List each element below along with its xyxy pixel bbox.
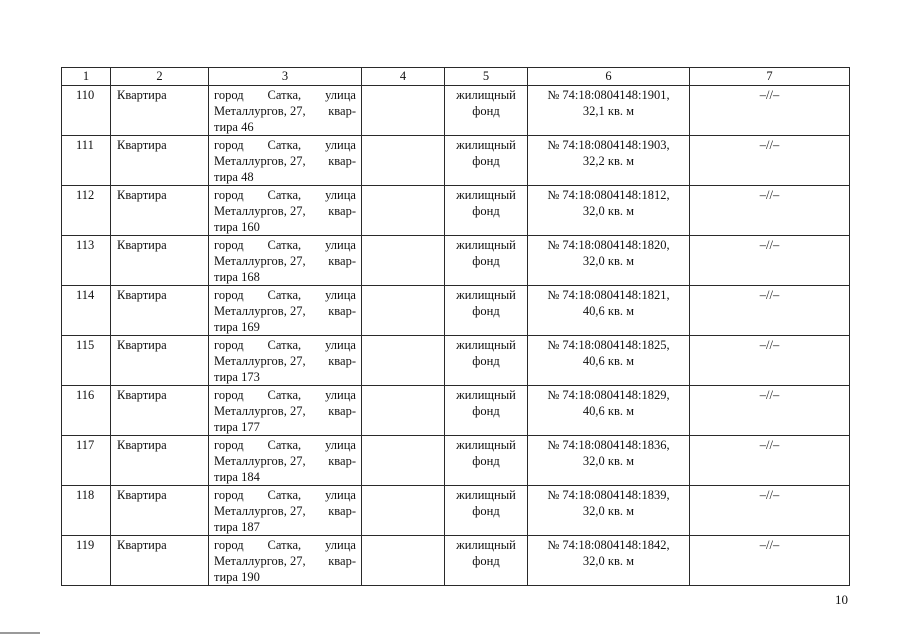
row-number-text: 115	[76, 338, 95, 352]
scan-edge-mark	[0, 632, 40, 634]
address-cell	[209, 336, 362, 386]
address-line-2	[214, 253, 356, 269]
fund-type-line-1: жилищный	[456, 88, 516, 102]
address-city-word: город	[214, 88, 244, 102]
address-line-1	[214, 287, 356, 303]
cadastral-cell	[528, 86, 690, 136]
address-street-name: Металлургов, 27,	[214, 304, 306, 318]
area-value: 32,2 кв. м	[582, 154, 635, 168]
address-cell	[209, 136, 362, 186]
table-row	[62, 286, 850, 336]
object-name-cell	[111, 486, 209, 536]
fund-type-cell	[445, 386, 528, 436]
address-city-name: Сатка,	[267, 388, 302, 402]
row-number	[62, 186, 111, 236]
address-street-word: улица	[325, 538, 356, 552]
area-value: 40,6 кв. м	[582, 404, 635, 418]
column-header-6: 6	[528, 68, 690, 86]
note-cell	[690, 86, 850, 136]
address-line-2	[214, 453, 356, 469]
address-city-word: город	[214, 388, 244, 402]
note-cell	[690, 386, 850, 436]
row-number	[62, 386, 111, 436]
address-apartment: тира 48	[214, 170, 254, 184]
address-street-name: Металлургов, 27,	[214, 504, 306, 518]
cadastral-number: № 74:18:0804148:1839,	[547, 488, 670, 502]
ditto-mark: –//–	[759, 138, 780, 152]
object-name-cell	[111, 386, 209, 436]
note-cell	[690, 136, 850, 186]
address-street-name: Металлургов, 27,	[214, 104, 306, 118]
fund-type-cell	[445, 286, 528, 336]
ditto-mark: –//–	[759, 88, 780, 102]
row-number	[62, 336, 111, 386]
column-4-cell	[362, 286, 445, 336]
ditto-mark: –//–	[759, 338, 780, 352]
address-cell	[209, 436, 362, 486]
fund-type-line-1: жилищный	[456, 138, 516, 152]
address-line-2	[214, 103, 356, 119]
address-apartment-word-start: квар-	[328, 154, 356, 168]
address-line-2	[214, 353, 356, 369]
row-number	[62, 436, 111, 486]
address-cell	[209, 186, 362, 236]
address-city-word: город	[214, 188, 244, 202]
object-name: Квартира	[117, 288, 167, 302]
address-apartment-word-start: квар-	[328, 304, 356, 318]
cadastral-number: № 74:18:0804148:1820,	[547, 238, 670, 252]
address-cell	[209, 536, 362, 586]
row-number-text: 112	[76, 188, 95, 202]
address-line-2	[214, 553, 356, 569]
column-header-2: 2	[111, 68, 209, 86]
address-line-2	[214, 153, 356, 169]
address-apartment-word-start: квар-	[328, 354, 356, 368]
fund-type-cell	[445, 486, 528, 536]
fund-type-cell	[445, 186, 528, 236]
cadastral-cell	[528, 436, 690, 486]
address-city-name: Сатка,	[267, 438, 302, 452]
fund-type-cell	[445, 86, 528, 136]
object-name: Квартира	[117, 488, 167, 502]
column-header-5: 5	[445, 68, 528, 86]
cadastral-number: № 74:18:0804148:1842,	[547, 538, 670, 552]
address-apartment: тира 187	[214, 520, 260, 534]
note-cell	[690, 436, 850, 486]
row-number-text: 118	[76, 488, 95, 502]
address-apartment-word-start: квар-	[328, 504, 356, 518]
fund-type-line-1: жилищный	[456, 488, 516, 502]
table-row	[62, 136, 850, 186]
address-street-name: Металлургов, 27,	[214, 554, 306, 568]
fund-type-line-2: фонд	[472, 104, 500, 118]
page-number: 10	[835, 592, 848, 607]
cadastral-number: № 74:18:0804148:1825,	[547, 338, 670, 352]
table-row	[62, 336, 850, 386]
address-apartment: тира 46	[214, 120, 254, 134]
table-row	[62, 386, 850, 436]
table-row	[62, 436, 850, 486]
address-line-2	[214, 203, 356, 219]
address-apartment: тира 184	[214, 470, 260, 484]
object-name: Квартира	[117, 438, 167, 452]
address-city-word: город	[214, 338, 244, 352]
cadastral-cell	[528, 536, 690, 586]
address-street-word: улица	[325, 338, 356, 352]
column-4-cell	[362, 386, 445, 436]
address-apartment: тира 160	[214, 220, 260, 234]
column-4-cell	[362, 486, 445, 536]
fund-type-cell	[445, 236, 528, 286]
cadastral-cell	[528, 336, 690, 386]
address-street-word: улица	[325, 288, 356, 302]
address-apartment-word-start: квар-	[328, 204, 356, 218]
property-registry-table	[61, 67, 850, 586]
address-street-name: Металлургов, 27,	[214, 354, 306, 368]
address-street-word: улица	[325, 88, 356, 102]
address-city-name: Сатка,	[267, 138, 302, 152]
address-street-name: Металлургов, 27,	[214, 204, 306, 218]
row-number-text: 114	[76, 288, 95, 302]
address-line-1	[214, 537, 356, 553]
cadastral-number: № 74:18:0804148:1812,	[547, 188, 670, 202]
address-line-2	[214, 403, 356, 419]
object-name: Квартира	[117, 388, 167, 402]
row-number-text: 110	[76, 88, 95, 102]
ditto-mark: –//–	[759, 438, 780, 452]
object-name: Квартира	[117, 338, 167, 352]
address-apartment: тира 190	[214, 570, 260, 584]
row-number	[62, 236, 111, 286]
cadastral-cell	[528, 136, 690, 186]
area-value: 32,0 кв. м	[582, 204, 635, 218]
ditto-mark: –//–	[759, 288, 780, 302]
ditto-mark: –//–	[759, 238, 780, 252]
address-city-name: Сатка,	[267, 538, 302, 552]
address-apartment-word-start: квар-	[328, 254, 356, 268]
fund-type-cell	[445, 536, 528, 586]
address-city-name: Сатка,	[267, 238, 302, 252]
row-number-text: 119	[76, 538, 95, 552]
fund-type-line-1: жилищный	[456, 438, 516, 452]
row-number	[62, 86, 111, 136]
fund-type-line-2: фонд	[472, 254, 500, 268]
address-city-word: город	[214, 288, 244, 302]
address-cell	[209, 286, 362, 336]
table-row	[62, 236, 850, 286]
area-value: 32,0 кв. м	[582, 554, 635, 568]
object-name: Квартира	[117, 538, 167, 552]
note-cell	[690, 186, 850, 236]
column-4-cell	[362, 436, 445, 486]
fund-type-line-1: жилищный	[456, 188, 516, 202]
fund-type-line-2: фонд	[472, 304, 500, 318]
object-name: Квартира	[117, 138, 167, 152]
object-name-cell	[111, 436, 209, 486]
cadastral-number: № 74:18:0804148:1821,	[547, 288, 670, 302]
address-apartment: тира 168	[214, 270, 260, 284]
address-line-1	[214, 437, 356, 453]
fund-type-cell	[445, 436, 528, 486]
address-apartment: тира 177	[214, 420, 260, 434]
cadastral-cell	[528, 186, 690, 236]
address-apartment: тира 173	[214, 370, 260, 384]
address-street-name: Металлургов, 27,	[214, 154, 306, 168]
object-name-cell	[111, 236, 209, 286]
fund-type-line-1: жилищный	[456, 338, 516, 352]
area-value: 32,1 кв. м	[582, 104, 635, 118]
address-city-name: Сатка,	[267, 488, 302, 502]
cadastral-cell	[528, 486, 690, 536]
row-number	[62, 536, 111, 586]
fund-type-line-2: фонд	[472, 454, 500, 468]
cadastral-cell	[528, 386, 690, 436]
table-row	[62, 536, 850, 586]
address-line-1	[214, 187, 356, 203]
column-header-7: 7	[690, 68, 850, 86]
address-line-1	[214, 237, 356, 253]
column-header-1: 1	[62, 68, 111, 86]
address-apartment-word-start: квар-	[328, 554, 356, 568]
column-header-4: 4	[362, 68, 445, 86]
ditto-mark: –//–	[759, 188, 780, 202]
address-cell	[209, 386, 362, 436]
fund-type-line-2: фонд	[472, 404, 500, 418]
table-body	[62, 86, 850, 586]
object-name-cell	[111, 536, 209, 586]
address-line-2	[214, 303, 356, 319]
column-4-cell	[362, 136, 445, 186]
cadastral-number: № 74:18:0804148:1903,	[547, 138, 670, 152]
cadastral-number: № 74:18:0804148:1836,	[547, 438, 670, 452]
note-cell	[690, 336, 850, 386]
address-street-word: улица	[325, 488, 356, 502]
address-line-1	[214, 87, 356, 103]
address-apartment: тира 169	[214, 320, 260, 334]
fund-type-cell	[445, 136, 528, 186]
fund-type-line-2: фонд	[472, 554, 500, 568]
object-name-cell	[111, 136, 209, 186]
table-row	[62, 186, 850, 236]
row-number-text: 117	[76, 438, 95, 452]
address-city-name: Сатка,	[267, 338, 302, 352]
fund-type-line-1: жилищный	[456, 288, 516, 302]
object-name: Квартира	[117, 188, 167, 202]
object-name-cell	[111, 86, 209, 136]
note-cell	[690, 286, 850, 336]
address-line-1	[214, 487, 356, 503]
address-street-name: Металлургов, 27,	[214, 254, 306, 268]
object-name-cell	[111, 186, 209, 236]
address-cell	[209, 86, 362, 136]
address-city-word: город	[214, 488, 244, 502]
area-value: 40,6 кв. м	[582, 354, 635, 368]
address-street-name: Металлургов, 27,	[214, 454, 306, 468]
column-header-3: 3	[209, 68, 362, 86]
address-line-1	[214, 387, 356, 403]
column-4-cell	[362, 186, 445, 236]
fund-type-line-2: фонд	[472, 204, 500, 218]
column-4-cell	[362, 336, 445, 386]
address-street-word: улица	[325, 438, 356, 452]
cadastral-number: № 74:18:0804148:1901,	[547, 88, 670, 102]
address-apartment-word-start: квар-	[328, 454, 356, 468]
address-street-word: улица	[325, 138, 356, 152]
row-number-text: 113	[76, 238, 95, 252]
row-number-text: 116	[76, 388, 95, 402]
note-cell	[690, 236, 850, 286]
address-street-name: Металлургов, 27,	[214, 404, 306, 418]
column-4-cell	[362, 536, 445, 586]
address-line-1	[214, 337, 356, 353]
cadastral-number: № 74:18:0804148:1829,	[547, 388, 670, 402]
address-city-word: город	[214, 238, 244, 252]
fund-type-line-2: фонд	[472, 154, 500, 168]
address-street-word: улица	[325, 388, 356, 402]
row-number	[62, 286, 111, 336]
fund-type-line-2: фонд	[472, 354, 500, 368]
fund-type-line-2: фонд	[472, 504, 500, 518]
column-4-cell	[362, 86, 445, 136]
row-number-text: 111	[76, 138, 94, 152]
address-city-name: Сатка,	[267, 188, 302, 202]
note-cell	[690, 536, 850, 586]
fund-type-line-1: жилищный	[456, 238, 516, 252]
column-4-cell	[362, 236, 445, 286]
area-value: 32,0 кв. м	[582, 254, 635, 268]
area-value: 40,6 кв. м	[582, 304, 635, 318]
row-number	[62, 136, 111, 186]
object-name: Квартира	[117, 238, 167, 252]
address-cell	[209, 236, 362, 286]
address-line-2	[214, 503, 356, 519]
fund-type-line-1: жилищный	[456, 538, 516, 552]
address-city-name: Сатка,	[267, 288, 302, 302]
address-street-word: улица	[325, 238, 356, 252]
ditto-mark: –//–	[759, 538, 780, 552]
address-city-word: город	[214, 538, 244, 552]
object-name-cell	[111, 286, 209, 336]
area-value: 32,0 кв. м	[582, 454, 635, 468]
address-line-1	[214, 137, 356, 153]
table-row	[62, 86, 850, 136]
object-name: Квартира	[117, 88, 167, 102]
note-cell	[690, 486, 850, 536]
row-number	[62, 486, 111, 536]
address-cell	[209, 486, 362, 536]
address-city-name: Сатка,	[267, 88, 302, 102]
cadastral-cell	[528, 236, 690, 286]
address-street-word: улица	[325, 188, 356, 202]
header-row	[62, 68, 850, 86]
address-apartment-word-start: квар-	[328, 404, 356, 418]
object-name-cell	[111, 336, 209, 386]
fund-type-line-1: жилищный	[456, 388, 516, 402]
area-value: 32,0 кв. м	[582, 504, 635, 518]
table-row	[62, 486, 850, 536]
address-city-word: город	[214, 438, 244, 452]
cadastral-cell	[528, 286, 690, 336]
ditto-mark: –//–	[759, 488, 780, 502]
ditto-mark: –//–	[759, 388, 780, 402]
address-city-word: город	[214, 138, 244, 152]
address-apartment-word-start: квар-	[328, 104, 356, 118]
fund-type-cell	[445, 336, 528, 386]
